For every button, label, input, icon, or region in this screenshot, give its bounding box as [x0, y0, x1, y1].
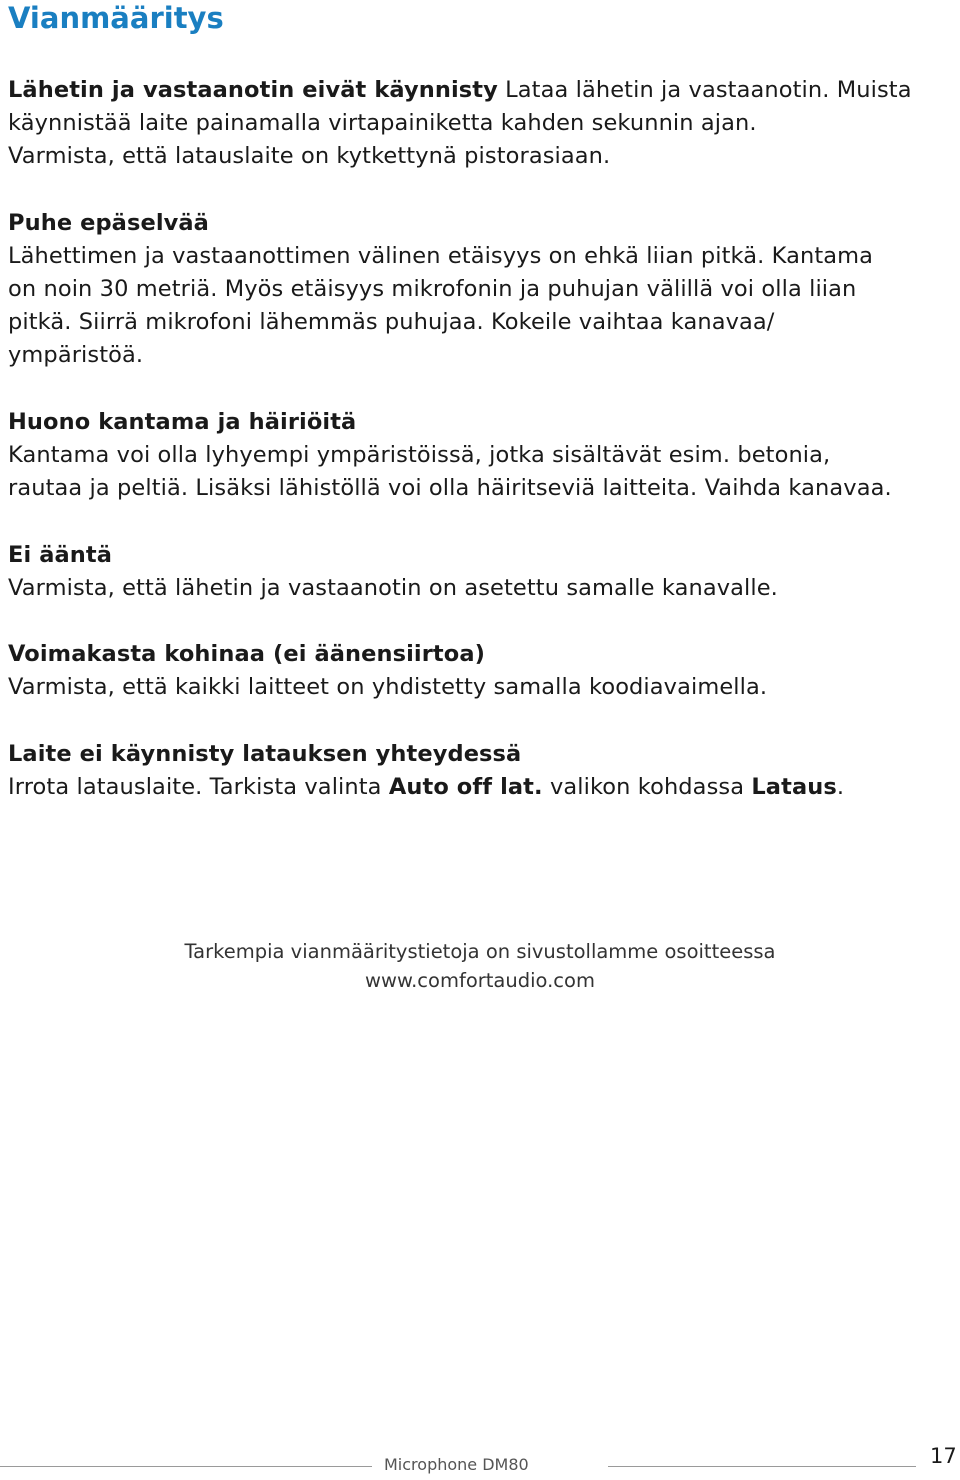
section-transmitter-not-starting: [8, 74, 952, 173]
section-heading: Voimakasta kohinaa (ei äänensiirtoa): [8, 641, 486, 667]
section-text: Kantama voi olla lyhyempi ympäristöissä, jotka sisältävät esim. betonia,: [8, 442, 831, 468]
section-text: pitkä. Siirrä mikrofoni lähemmäs puhujaa. Kokeile vaihtaa kanavaa/: [8, 309, 775, 335]
section-text: valikon kohdassa: [542, 774, 752, 800]
website-note: [0, 937, 960, 995]
section-text: .: [836, 774, 845, 800]
section-heading: Huono kantama ja häiriöitä: [8, 409, 357, 435]
section-text: rautaa ja peltiä. Lisäksi lähistöllä voi olla häiritseviä laitteita. Vaihda kanavaa.: [8, 475, 892, 501]
section-text: käynnistää laite painamalla virtapainiketta kahden sekunnin ajan.: [8, 110, 757, 136]
section-text: Varmista, että kaikki laitteet on yhdistetty samalla koodiavaimella.: [8, 674, 768, 700]
website-note-text: Tarkempia vianmääritystietoja on sivustollamme osoitteessa: [184, 940, 776, 963]
menu-item-lataus: Lataus: [751, 774, 837, 800]
section-text: Varmista, että lähetin ja vastaanotin on asetettu samalle kanavalle.: [8, 575, 778, 601]
section-unclear-speech: [8, 207, 952, 372]
section-text: Lataa lähetin ja vastaanotin. Muista: [497, 77, 912, 103]
section-poor-range: [8, 406, 952, 505]
section-strong-noise: [8, 638, 952, 704]
menu-option-auto-off: Auto off lat.: [388, 774, 543, 800]
section-heading: Puhe epäselvää: [8, 210, 209, 236]
section-text: on noin 30 metriä. Myös etäisyys mikrofonin ja puhujan välillä voi olla liian: [8, 276, 857, 302]
section-heading: Ei ääntä: [8, 542, 113, 568]
footer-rule-right: [608, 1466, 916, 1467]
section-text: ympäristöä.: [8, 342, 144, 368]
website-url: www.comfortaudio.com: [365, 969, 595, 992]
section-text: Lähettimen ja vastaanottimen välinen etäisyys on ehkä liian pitkä. Kantama: [8, 243, 874, 269]
section-heading: Laite ei käynnisty latauksen yhteydessä: [8, 741, 522, 767]
footer-rule-left: [0, 1466, 372, 1467]
section-heading: Lähetin ja vastaanotin eivät käynnisty: [8, 77, 498, 103]
section-line: [8, 74, 952, 107]
page-title: Vianmääritys: [8, 1, 224, 35]
section-text: Varmista, että latauslaite on kytkettynä pistorasiaan.: [8, 143, 611, 169]
section-line: [8, 771, 952, 804]
section-no-sound: [8, 539, 952, 605]
page-number: 17: [930, 1444, 957, 1468]
footer-product-name: Microphone DM80: [384, 1455, 529, 1474]
section-not-starting-while-charging: [8, 738, 952, 804]
section-text: Irrota latauslaite. Tarkista valinta: [8, 774, 389, 800]
